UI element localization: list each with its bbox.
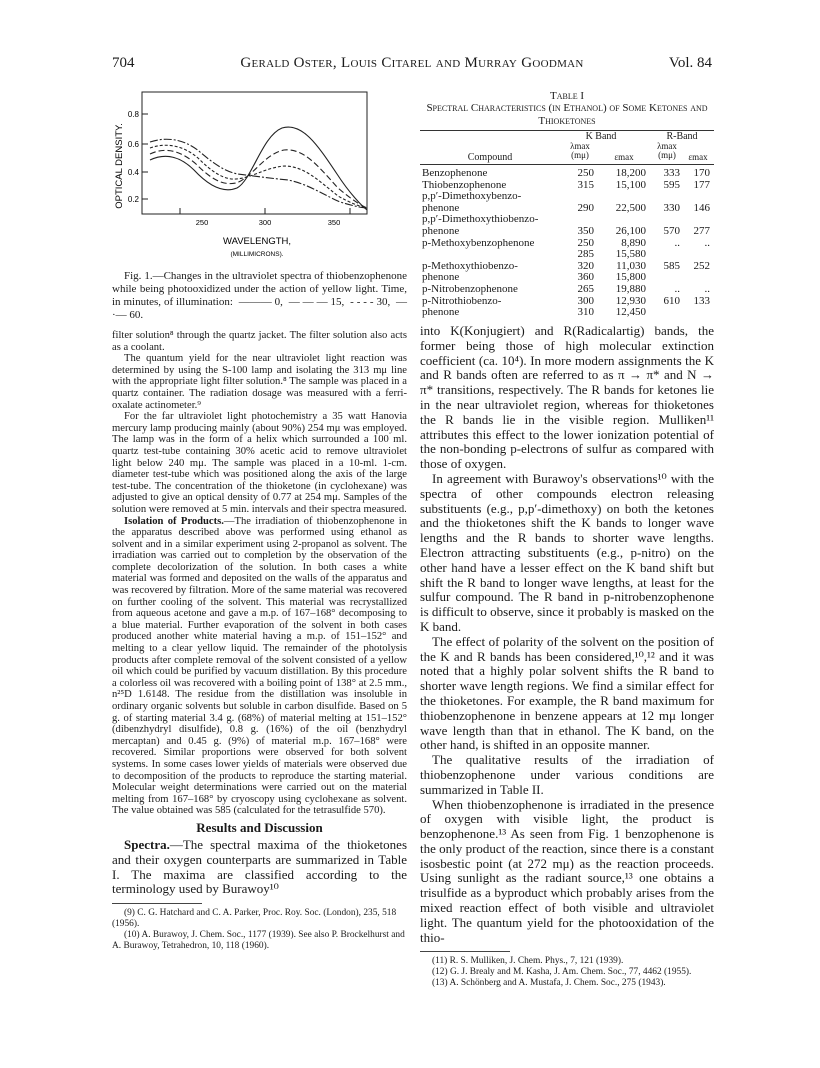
table-cell: .. bbox=[674, 283, 680, 295]
table-cell: 300 bbox=[577, 294, 594, 307]
paragraph-text: —The irradiation of thiobenzophenone in the apparatus described above was performed using ethanol as solvent and in a similar experiment using 2-propanol as solvent. The irradiation was carried out to completion by the observation of the complete decolorization of the solution. In both cases a white material was formed and deposited on the walls of the apparatus and was recovered by filtration. More of the same material was recovered on further cooling of the solvent. This material was recrystallized from aqueous acetone and gave a m.p. of 167–168° decomposing to a blue material. Further evaporation of the solvent in both cases produced another white material having a m.p. of 151–152° and melting to a clear yellow liquid. The remainder of the photolysis products after complete removal of the solvent consisted of a yellow oil which could be purified by vacuum distillation. By this procedure a colorless oil was recovered with a boiling point of 138° at 2.5 mm., n²⁵D 1.6148. The residue from the distillation was insoluble in ordinary organic solvents but soluble in carbon disulfide. Based on 5 g. of starting material 3.4 g. (68%) of material melting at 151–152° (dibenzhydryl disulfide), 0.8 g. (16%) of the oil (benzhydryl mercaptan) and 0.45 g. (9%) of material m.p. 167–168° were recovered. Similar proportions were observed for both solvent systems. In some cases lower yields of materials were observed due to decomposition of the products to reproduce the starting material. Molecular weight determinations were carried out on the material melting from 167–168° by cryoscopy using cyclohexane as solvent. The value obtained was 585 (calculated for the tetrasulfide 570). bbox=[112, 515, 407, 817]
legend-time-30: 30, bbox=[376, 296, 391, 308]
footnote: (11) R. S. Mulliken, J. Chem. Phys., 7, 121 (1939). bbox=[432, 956, 624, 967]
table-1 bbox=[420, 130, 714, 320]
footnote: (10) A. Burawoy, J. Chem. Soc., 1177 (1939). See also P. Brockelhurst and A. Burawoy, Tetrahedron, 10, 118 (1960). bbox=[112, 930, 405, 952]
caption-text: Fig. 1.—Changes in the ultraviolet spectra of thiobenzophenone while being photooxidized under the action of yellow light. Time, in minutes, of illumination: bbox=[112, 270, 407, 308]
table-row bbox=[420, 306, 714, 319]
table-cell: 595 bbox=[663, 178, 680, 191]
running-authors: Gerald Oster, Louis Citarel and Murray Goodman bbox=[240, 55, 584, 71]
table-rule bbox=[420, 164, 714, 165]
table-cell: 360 bbox=[577, 271, 594, 284]
table-cell: .. bbox=[704, 283, 710, 295]
spectra-paragraph bbox=[112, 838, 407, 897]
table-cell: 11,030 bbox=[616, 259, 646, 272]
table-cell: 310 bbox=[577, 306, 594, 319]
table-cell: 133 bbox=[693, 294, 710, 307]
y-tick-label: 0.6 bbox=[127, 140, 139, 149]
paragraph: The qualitative results of the irradiation of thiobenzophenone under various conditions are summarized in Table II. bbox=[420, 752, 714, 797]
legend-solid-line: ——— bbox=[235, 296, 275, 308]
y-tick-label: 0.8 bbox=[127, 110, 139, 119]
legend-time-0: 0, bbox=[274, 296, 283, 308]
footnote-rule bbox=[420, 951, 510, 952]
paragraph: When thiobenzophenone is irradiated in the presence of oxygen with visible light, the product is benzophenone.¹³ As seen from Fig. 1 benzophenone is the only product of the reaction, since there is a constant isosbestic point (at 272 mμ) as the reaction proceeds. Using sunlight as the radiant source,¹³ one obtains a trisulfide as a byproduct which probably arises from the mixed reaction effect of both visible and ultraviolet light. The quantum yield for the photooxidation of the thio- bbox=[420, 796, 714, 945]
x-axis-label: WAVELENGTH, bbox=[222, 236, 292, 247]
header-k-band: K Band bbox=[585, 131, 617, 142]
legend-time-15: 15, bbox=[330, 296, 345, 308]
running-header bbox=[112, 55, 712, 75]
table-subtitle: Spectral Characteristics (in Ethanol) of Some Ketones and Thioketones bbox=[426, 102, 708, 127]
header-compound: Compound bbox=[467, 152, 513, 163]
table-cell: 320 bbox=[577, 259, 594, 272]
plot-frame bbox=[142, 92, 367, 214]
left-column bbox=[112, 84, 407, 952]
footnote-rule bbox=[112, 903, 202, 904]
table-cell: 252 bbox=[693, 259, 710, 272]
header-lambda-r: λmax (mμ) bbox=[657, 141, 677, 160]
table-cell: 15,580 bbox=[615, 248, 646, 261]
table-cell: Thiobenzophenone bbox=[422, 178, 507, 191]
x-tick-label: 350 bbox=[327, 218, 341, 227]
table-cell: 570 bbox=[663, 225, 680, 237]
table-cell: 277 bbox=[693, 225, 710, 237]
header-epsilon-k: εmax bbox=[614, 152, 634, 162]
table-cell: 8,890 bbox=[621, 236, 646, 249]
figure-1 bbox=[112, 84, 407, 266]
x-axis-unit: (MILLIMICRONS). bbox=[230, 251, 284, 258]
table-cell: 12,450 bbox=[615, 306, 646, 319]
isolation-paragraph bbox=[112, 516, 407, 817]
table-title: Table I bbox=[549, 90, 585, 102]
table-cell: 333 bbox=[663, 167, 680, 179]
curve-60-min bbox=[150, 139, 367, 208]
table-cell: 265 bbox=[577, 283, 594, 295]
table-cell: phenone bbox=[422, 306, 460, 319]
spectra-lead: Spectra. bbox=[124, 836, 170, 852]
table-cell: 170 bbox=[693, 167, 710, 179]
table-cell: p-Nitrothiobenzo- bbox=[422, 294, 502, 307]
figure-caption bbox=[112, 270, 407, 322]
table-cell: 250 bbox=[577, 236, 594, 249]
paragraph: For the far ultraviolet light photochemistry a 35 watt Hanovia mercury lamp producing mainly (about 90%) 254 mμ was employed. The lamp was in the form of a helix which surrounded a 100 ml. quartz test-tube containing 30% acetic acid to remove ultraviolet light below 240 mμ. The sample was placed in a 10-ml. 1-cm. diameter test-tube which was positioned along the axis of the large test-tube. The concentration of the thioketone (in cyclohexane) was adjusted to give an optical density of 0.77 at 254 mμ. Samples of the solution were removed at 5 min. intervals and their spectra measured. bbox=[112, 411, 407, 515]
legend-time-60: 60. bbox=[129, 309, 144, 321]
table-cell: 22,500 bbox=[615, 201, 646, 214]
header-epsilon-r: εmax bbox=[688, 152, 708, 162]
table-cell: 15,800 bbox=[615, 271, 646, 284]
table-cell: Benzophenone bbox=[422, 167, 488, 179]
header-r-band: R-Band bbox=[666, 131, 698, 142]
spectra-plot bbox=[112, 84, 407, 266]
table-cell: 290 bbox=[577, 201, 594, 214]
paragraph: filter solution⁸ through the quartz jacket. The filter solution also acts as a coolant. bbox=[112, 330, 407, 353]
table-cell: phenone bbox=[422, 201, 460, 214]
paragraph-text: —The spectral maxima of the thioketones and their oxygen counterparts are summarized in Table I. The maxima are classified according to the terminology used by Burawoy¹⁰ bbox=[112, 836, 407, 897]
page-number: 704 bbox=[112, 55, 135, 71]
legend-dashdot-line: —·— bbox=[112, 296, 408, 321]
x-tick-label: 250 bbox=[195, 218, 209, 227]
table-cell: p,p′-Dimethoxybenzo- bbox=[422, 190, 522, 203]
header-lambda-k: λmax (mμ) bbox=[570, 141, 590, 160]
results-heading: Results and Discussion bbox=[196, 819, 323, 835]
y-axis-label: OPTICAL DENSITY. bbox=[114, 123, 125, 209]
footnote: (13) A. Schönberg and A. Mustafa, J. Chem. Soc., 275 (1943). bbox=[432, 978, 666, 989]
table-cell: 26,100 bbox=[615, 225, 646, 237]
section-heading: Isolation of Products. bbox=[124, 515, 224, 527]
paragraph: The quantum yield for the near ultraviolet light reaction was determined by using the S-100 lamp and isolating the 313 mμ line with the appropriate light filter solution.⁸ The sample was placed in a quartz container. The radiation dosage was measured with a ferri-oxalate actinometer.⁹ bbox=[112, 353, 407, 411]
table-cell: 18,200 bbox=[615, 167, 646, 179]
footnote: (12) G. J. Brealy and M. Kasha, J. Am. Chem. Soc., 77, 4462 (1955). bbox=[432, 967, 692, 978]
paragraph: In agreement with Burawoy's observations¹⁰ with the spectra of other compounds electron releasing substituents (e.g., p,p′-dimethoxy) on both the ketones and the thioketones shift the K bands to longer wave lengths and the R bands to shorter wave lengths. Electron attracting substituents (e.g., p-nitro) on the other hand have a lesser effect on the K band shift but shift the R band to longer wave lengths, at least for the sulfur compound. The R band in p-nitrobenzophenone is difficult to observe, since it probably is masked on the K band. bbox=[420, 470, 715, 634]
table-cell: phenone bbox=[422, 225, 460, 237]
table-cell: 12,930 bbox=[615, 294, 646, 307]
paragraph: into K(Konjugiert) and R(Radicalartig) bands, the former being those of high molecular extinction coefficient (ca. 10⁴). In more modern assignments the K and R bands often are referred to as π → π* and N → π* transitions, respectively. The R bands for ketones lie in the near ultraviolet region, whereas for thioketones the R bands lie in the visible region. Mulliken¹¹ attributes this effect to the lower ionization potential of the non-bonding p-electrons of sulfur as compared with those of oxygen. bbox=[420, 323, 714, 472]
table-cell: p,p′-Dimethoxythiobenzo- bbox=[422, 213, 539, 226]
table-cell: 177 bbox=[693, 178, 710, 191]
table-cell: .. bbox=[674, 236, 680, 249]
y-tick-label: 0.2 bbox=[127, 195, 139, 204]
table-cell: .. bbox=[704, 236, 710, 249]
volume-number: Vol. 84 bbox=[668, 55, 712, 71]
table-cell: 585 bbox=[663, 259, 680, 272]
legend-dashed-line: — — — bbox=[285, 296, 331, 308]
legend-dotted-line: - - - - bbox=[347, 296, 377, 308]
paragraph: The effect of polarity of the solvent on the position of the K and R bands has been considered,¹⁰,¹² and it was noted that a highly polar solvent shifts the R band to shorter wave length regions. We find a similar effect for the thioketones. For example, the R band maximum for thiobenzophenone in benzene appears at 12 mμ longer wave length than that in ethanol. The K band, on the other hand, is shifted in an opposite manner. bbox=[420, 633, 714, 753]
table-cell: phenone bbox=[422, 271, 460, 284]
table-cell: 285 bbox=[577, 248, 594, 261]
table-cell: p-Methoxybenzophenone bbox=[422, 236, 535, 249]
table-cell: p-Nitrobenzophenone bbox=[422, 283, 518, 295]
table-cell: 250 bbox=[577, 167, 594, 179]
x-tick-label: 300 bbox=[258, 218, 272, 227]
table-cell: 19,880 bbox=[615, 283, 646, 295]
table-cell: 15,100 bbox=[615, 178, 646, 191]
table-cell: 330 bbox=[663, 201, 680, 214]
table-cell: 610 bbox=[663, 294, 680, 307]
y-tick-label: 0.4 bbox=[127, 168, 139, 177]
footnote: (9) C. G. Hatchard and C. A. Parker, Proc. Roy. Soc. (London), 235, 518 (1956). bbox=[112, 908, 397, 930]
right-column bbox=[420, 84, 714, 989]
table-cell: 350 bbox=[577, 225, 594, 237]
curve-0-min bbox=[150, 127, 367, 210]
table-cell: 315 bbox=[577, 178, 594, 191]
table-cell: 146 bbox=[693, 201, 710, 214]
table-cell: p-Methoxythiobenzo- bbox=[422, 259, 518, 272]
